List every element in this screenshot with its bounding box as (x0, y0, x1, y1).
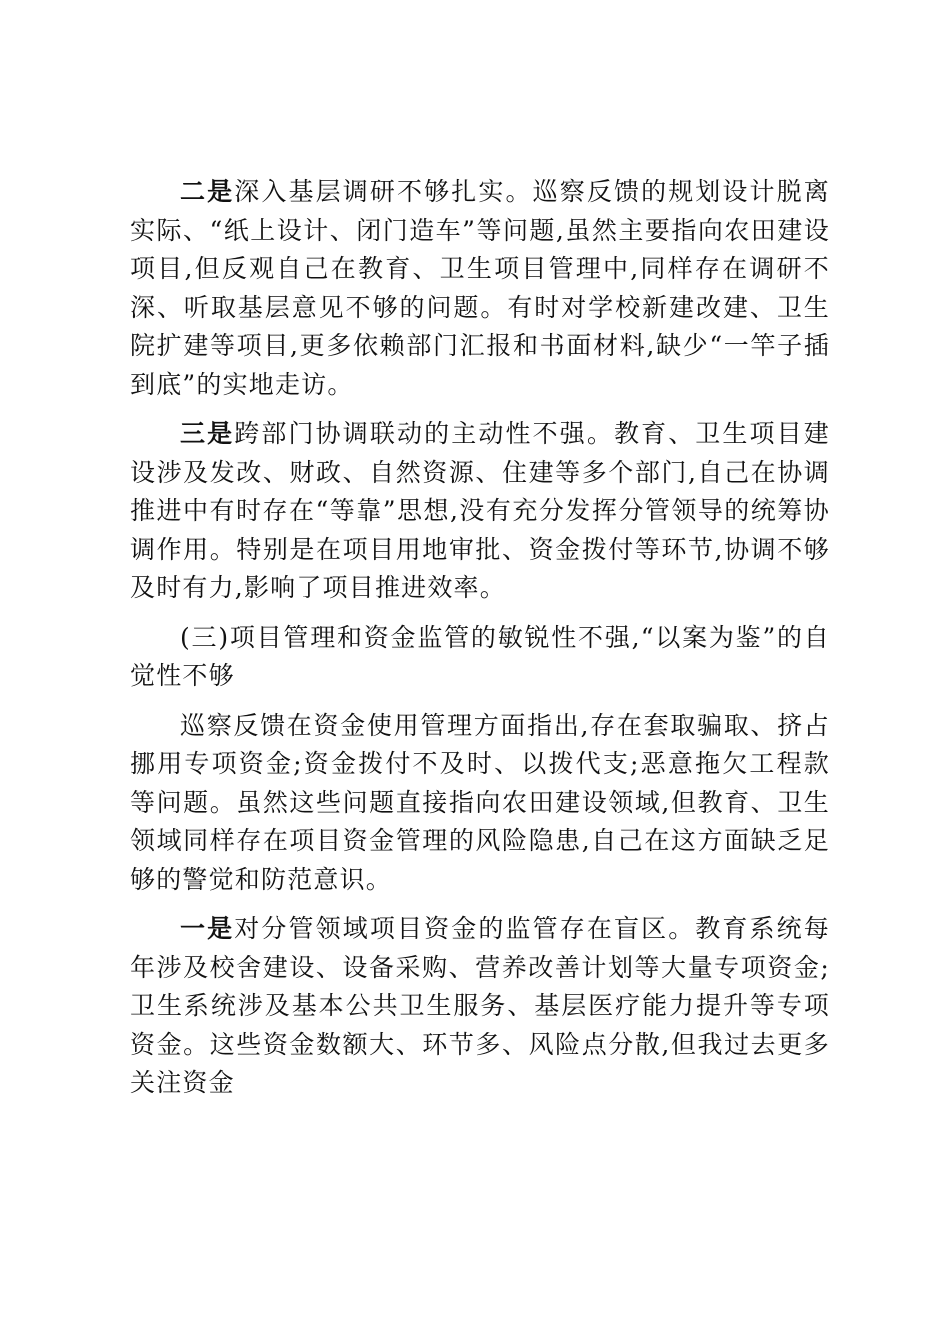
paragraph-text: 深入基层调研不够扎实。巡察反馈的规划设计脱离实际、“纸上设计、闭门造车”等问题,虽然主要指向农田建设项目,但反观自己在教育、卫生项目管理中,同样存在调研不深、听取基层意见不够的问题。有时对学校新建改建、卫生院扩建等项目,更多依赖部门汇报和书面材料,缺少“一竿子插到底”的实地走访。 (130, 177, 830, 399)
paragraph-lead: 二是 (180, 177, 235, 206)
paragraph-text: 对分管领域项目资金的监管存在盲区。教育系统每年涉及校舍建设、设备采购、营养改善计划等大量专项资金;卫生系统涉及基本公共卫生服务、基层医疗能力提升等专项资金。这些资金数额大、环节多、风险点分散,但我过去更多关注资金 (130, 914, 830, 1097)
document-body (130, 173, 830, 1114)
section-heading (130, 619, 830, 696)
paragraph-first-point (130, 910, 830, 1103)
paragraph-feedback (130, 707, 830, 900)
paragraph-lead: 一是 (180, 914, 235, 943)
paragraph-text: 跨部门协调联动的主动性不强。教育、卫生项目建设涉及发改、财政、自然资源、住建等多个部门,自己在协调推进中有时存在“等靠”思想,没有充分发挥分管领导的统筹协调作用。特别是在项目用地审批、资金拨付等环节,协调不够及时有力,影响了项目推进效率。 (130, 419, 830, 602)
paragraph-lead: 三是 (180, 419, 235, 448)
section-heading-text: (三)项目管理和资金监管的敏锐性不强,“以案为鉴”的自觉性不够 (130, 622, 830, 690)
paragraph-third-point (130, 415, 830, 608)
paragraph-text: 巡察反馈在资金使用管理方面指出,存在套取骗取、挤占挪用专项资金;资金拨付不及时、以拨代支;恶意拖欠工程款等问题。虽然这些问题直接指向农田建设领域,但教育、卫生领域同样存在项目资金管理的风险隐患,自己在这方面缺乏足够的警觉和防范意识。 (130, 710, 830, 894)
paragraph-second-point (130, 173, 830, 404)
